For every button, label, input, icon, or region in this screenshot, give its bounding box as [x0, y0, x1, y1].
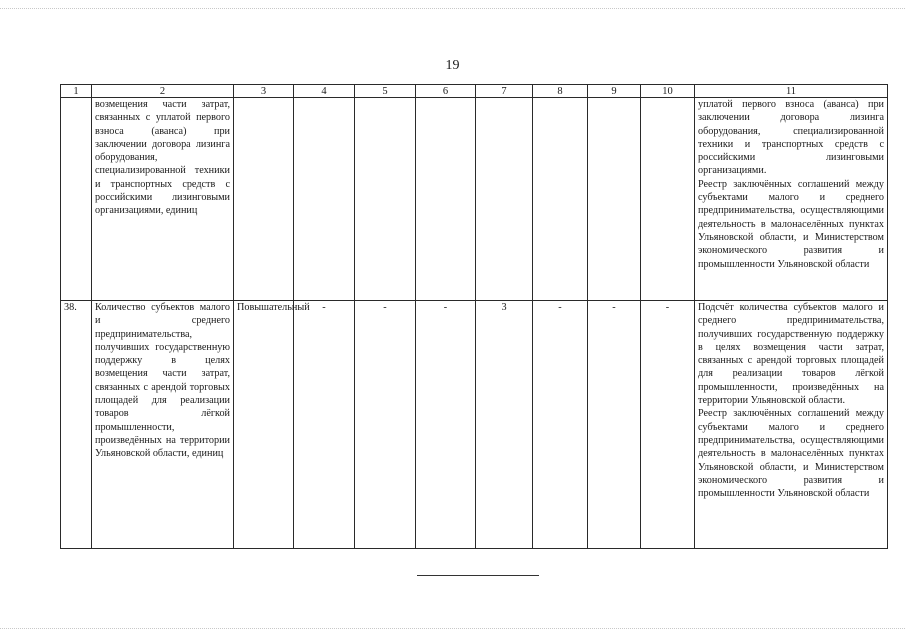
indicator-name-cell: возмещения части затрат, связанных с уплатой первого взноса (аванса) при заключении договора лизинга оборудования, специализированной техники и транспортных средств с российскими лизинговыми организациями, единиц: [92, 98, 234, 301]
indicators-table: [60, 84, 888, 549]
method-paragraph: Реестр заключённых соглашений между субъектами малого и среднего предпринимательства, осуществляющими деятельность в малонаселённых пунктах Ульяновской области, и Министерством экономического развития и промышленности Ульяновской области: [698, 178, 884, 270]
value-cell-8: [533, 98, 588, 301]
indicator-name-cell: Количество субъектов малого и среднего предпринимательства, получивших государственную поддержку в целях возмещения части затрат, связанных с арендой торговых площадей для реализации товаров лёгкой промышленности, произведённых на территории Ульяновской области, единиц: [92, 301, 234, 549]
value-cell-4: [294, 98, 355, 301]
value-cell-10: [641, 98, 695, 301]
header-cell-3: 3: [234, 85, 294, 98]
value-cell-6: -: [416, 301, 476, 549]
value-cell-8: -: [533, 301, 588, 549]
header-cell-11: 11: [695, 85, 888, 98]
value-cell-6: [416, 98, 476, 301]
value-cell-7: [476, 98, 533, 301]
scan-edge-bottom: [0, 628, 905, 630]
header-cell-5: 5: [355, 85, 416, 98]
value-cell-5: [355, 98, 416, 301]
value-cell-9: [588, 98, 641, 301]
header-cell-8: 8: [533, 85, 588, 98]
value-cell-4: -: [294, 301, 355, 549]
indicator-type-cell: [234, 98, 294, 301]
value-cell-5: -: [355, 301, 416, 549]
indicator-type-cell: Повышательный: [234, 301, 294, 549]
value-cell-10: -: [641, 301, 695, 549]
method-cell: [695, 98, 888, 301]
value-cell-9: -: [588, 301, 641, 549]
footer-rule: [417, 575, 539, 576]
row-number-cell: [61, 98, 92, 301]
method-paragraph: уплатой первого взноса (аванса) при заключении договора лизинга оборудования, специализированной техники и транспортных средств с российскими лизинговыми организациями.: [698, 99, 884, 177]
value-cell-7: 3: [476, 301, 533, 549]
method-paragraph: Реестр заключённых соглашений между субъектами малого и среднего предпринимательства, осуществляющими деятельность в малонаселённых пунктах Ульяновской области, и Министерством экономического развития и промышленности Ульяновской области: [698, 408, 884, 500]
table-row-38: [61, 301, 888, 549]
header-cell-6: 6: [416, 85, 476, 98]
method-cell: [695, 301, 888, 549]
page-number: 19: [445, 58, 460, 73]
header-cell-1: 1: [61, 85, 92, 98]
header-cell-4: 4: [294, 85, 355, 98]
header-cell-7: 7: [476, 85, 533, 98]
table-row-continuation: [61, 98, 888, 301]
header-cell-9: 9: [588, 85, 641, 98]
header-cell-2: 2: [92, 85, 234, 98]
table-header-row: [61, 85, 888, 98]
row-number-cell: 38.: [61, 301, 92, 549]
method-paragraph: Подсчёт количества субъектов малого и среднего предпринимательства, получивших государственную поддержку в целях возмещения части затрат, связанных с арендой торговых площадей для реализации товаров лёгкой промышленности, произведённых на территории Ульяновской области.: [698, 302, 884, 407]
header-cell-10: 10: [641, 85, 695, 98]
scan-edge-top: [0, 8, 905, 10]
